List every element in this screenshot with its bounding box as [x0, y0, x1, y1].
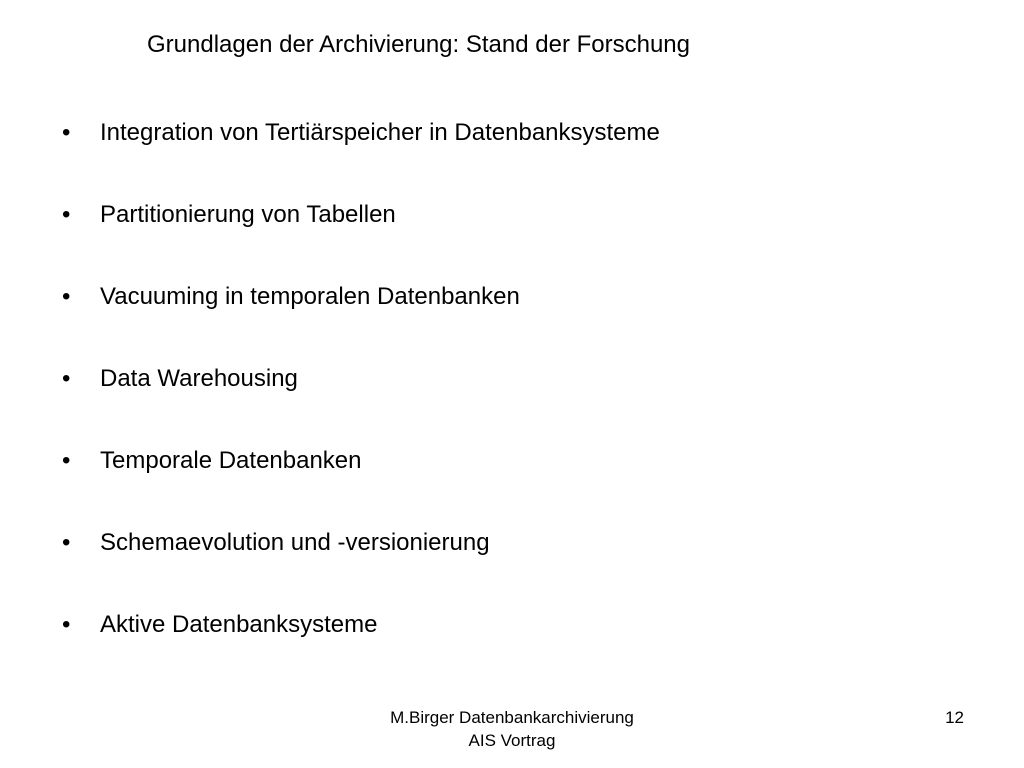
- bullet-icon: •: [62, 611, 71, 638]
- slide-footer: [312, 706, 712, 752]
- bullet-icon: •: [62, 283, 71, 310]
- bullet-text: Partitionierung von Tabellen: [100, 201, 396, 228]
- bullet-text: Temporale Datenbanken: [100, 447, 362, 474]
- bullet-icon: •: [62, 529, 71, 556]
- bullet-icon: •: [62, 119, 71, 146]
- bullet-text: Schemaevolution und -versionierung: [100, 529, 490, 556]
- bullet-icon: •: [62, 201, 71, 228]
- bullet-text: Aktive Datenbanksysteme: [100, 611, 378, 638]
- footer-author-topic: M.Birger Datenbankarchivierung: [390, 708, 634, 727]
- footer-event: AIS Vortrag: [468, 731, 556, 750]
- bullet-text: Integration von Tertiärspeicher in Datenbanksysteme: [100, 119, 660, 146]
- bullet-text: Data Warehousing: [100, 365, 298, 392]
- page-number: 12: [945, 708, 964, 727]
- bullet-text: Vacuuming in temporalen Datenbanken: [100, 283, 520, 310]
- slide-title: Grundlagen der Archivierung: Stand der Forschung: [147, 31, 690, 58]
- bullet-icon: •: [62, 447, 71, 474]
- bullet-icon: •: [62, 365, 71, 392]
